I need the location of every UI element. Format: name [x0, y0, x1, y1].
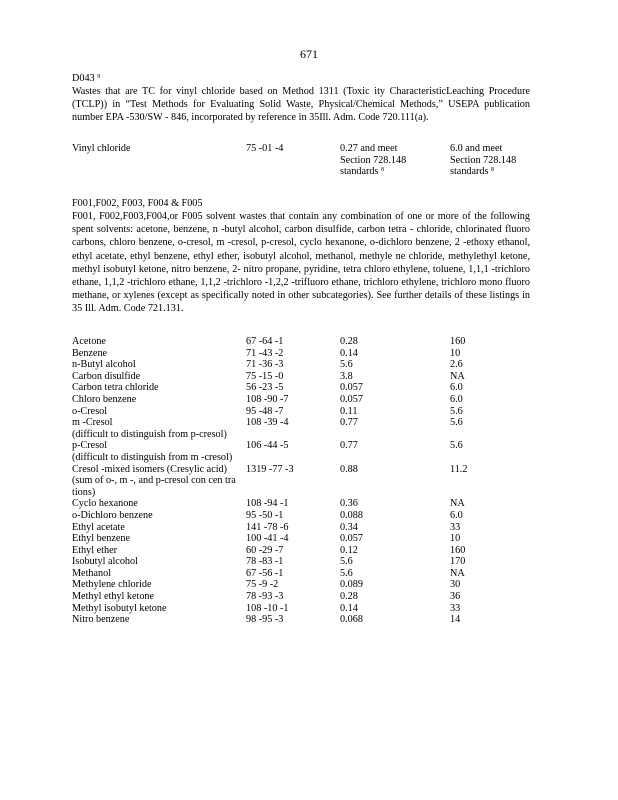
constituent-name: Methyl ethyl ketone — [72, 591, 155, 603]
wastewater-standard: 0.057 — [340, 533, 363, 545]
cas-number: 67 -64 -1 — [246, 336, 284, 347]
cas-number: 98 -95 -3 — [246, 614, 284, 626]
table-row — [72, 533, 530, 545]
nonwastewater-standard: 6.0 — [450, 509, 463, 521]
constituent-name: Methanol — [72, 567, 112, 579]
waste-codes-f001-f005: F001,F002, F003, F004 & F005 — [72, 198, 203, 209]
constituent-name: Carbon disulfide — [72, 370, 141, 382]
wastewater-standard: 0.88 — [340, 463, 358, 475]
constituent-name: n-Butyl alcohol — [72, 359, 136, 371]
wastewater-standard: 0.057 — [340, 393, 363, 405]
constituent-name: p-Cresol — [72, 440, 108, 452]
constituent-name: Cyclo hexanone — [72, 498, 138, 510]
wastewater-standard: 0.14 — [340, 347, 358, 359]
cas-number: 108 -94 -1 — [246, 498, 289, 510]
cas-number — [246, 429, 340, 441]
wastewater-standard — [340, 452, 450, 464]
nww-line — [450, 166, 530, 178]
nww-line: Section 728.148 — [450, 154, 517, 166]
table-row — [72, 394, 530, 406]
ww-line: Section 728.148 — [340, 154, 407, 166]
wastewater-standard: 0.068 — [340, 614, 363, 626]
table-row — [72, 614, 530, 626]
nonwastewater-standard: 14 — [450, 614, 461, 626]
table-row — [72, 603, 530, 615]
wastewater-standard: 5.6 — [340, 567, 353, 579]
table-row — [72, 591, 530, 603]
constituent-name: Ethyl acetate — [72, 521, 125, 533]
cas-number — [246, 475, 340, 498]
table-row — [72, 545, 530, 557]
nonwastewater-standard: 170 — [450, 556, 466, 568]
constituent-name: (difficult to distinguish from p-cresol) — [72, 428, 227, 440]
constituent-name: Vinyl chloride — [72, 143, 131, 154]
d043-table — [72, 143, 530, 178]
wastewater-standard: 0.34 — [340, 521, 358, 533]
nonwastewater-standard — [450, 429, 530, 441]
cas-number: 95 -50 -1 — [246, 509, 284, 521]
wastewater-standard: 5.6 — [340, 359, 353, 371]
table-row — [72, 382, 530, 394]
cas-number: 75 -15 -0 — [246, 370, 284, 382]
nonwastewater-standard: 5.6 — [450, 405, 463, 417]
wastewater-standard: 5.6 — [340, 556, 353, 568]
constituent-name: Cresol -mixed isomers (Cresylic acid) — [72, 463, 228, 475]
constituent-name: Methylene chloride — [72, 579, 152, 591]
constituent-name: Methyl isobutyl ketone — [72, 602, 167, 614]
constituent-name: Acetone — [72, 336, 106, 347]
nonwastewater-standard: 2.6 — [450, 359, 463, 371]
constituent-name: Carbon tetra chloride — [72, 382, 159, 394]
cas-number: 108 -10 -1 — [246, 602, 289, 614]
table-row — [72, 371, 530, 383]
f001-table — [72, 336, 530, 626]
wastewater-standard — [340, 429, 450, 441]
nonwastewater-standard: 30 — [450, 579, 461, 591]
cas-number: 71 -36 -3 — [246, 359, 284, 371]
wastewater-standard: 0.28 — [340, 591, 358, 603]
table-row — [72, 522, 530, 534]
f001-description: F001, F002,F003,F004,or F005 solvent wastes that contain any combination of one or more of the following spent solvents: acetone, benzene, n -butyl alcohol, carbon disulfide, carbon tetra - chloride, chlorinated fluoro carbons, chloro benzene, o-cresol, m -cresol, p-cresol, cyclo hexanone, o-dichloro benzene, 2 -ethoxy ethanol, ethyl acetate, ethyl benzene, ethyl ether, isobutyl alcohol, methanol, methyle ne chloride, methylethyl ketone, methyl isobutyl ketone, nitro benzene, 2- nitro propane, pyridine, tetra chloro ethylene, toluene, 1,1,1 -trichloro ethane, 1,1,2 -trichloro ethane, 1,1,2 -trichloro -1,2,2 -trifluoro ethane, trichloro ethylene, trichloro mono fluoro methane, or xylenes (except as specifically noted in other subcategories). See further details of these listings in 35 Ill. Adm. Code 721.131. — [72, 211, 530, 315]
constituent-name: o-Dichloro benzene — [72, 509, 153, 521]
table-row — [72, 464, 530, 476]
cas-number — [246, 452, 340, 464]
waste-code-d043 — [72, 72, 100, 85]
cas-number: 78 -83 -1 — [246, 556, 284, 568]
table-row — [72, 417, 530, 429]
nonwastewater-standard: NA — [450, 370, 465, 382]
nonwastewater-standard: NA — [450, 498, 465, 510]
table-row — [72, 348, 530, 360]
wastewater-standard: 3.8 — [340, 370, 353, 382]
cas-number: 56 -23 -5 — [246, 382, 284, 394]
table-row — [72, 359, 530, 371]
wastewater-standard: 0.088 — [340, 509, 363, 521]
wastewater-standard: 0.77 — [340, 440, 358, 452]
cas-number: 108 -39 -4 — [246, 417, 289, 429]
cas-number: 106 -44 -5 — [246, 440, 289, 452]
table-row — [72, 440, 530, 452]
cas-number: 78 -93 -3 — [246, 591, 284, 603]
cas-number: 67 -56 -1 — [246, 567, 284, 579]
wastewater-standard: 0.089 — [340, 579, 363, 591]
cas-number: 71 -43 -2 — [246, 347, 284, 359]
nonwastewater-standard: 36 — [450, 591, 461, 603]
constituent-name: Chloro benzene — [72, 393, 137, 405]
cas-number: 100 -41 -4 — [246, 533, 289, 545]
wastewater-standard: 0.12 — [340, 544, 358, 556]
table-row — [72, 406, 530, 418]
ww-line — [340, 166, 450, 178]
table-row — [72, 143, 530, 178]
table-row — [72, 452, 530, 464]
nonwastewater-standard: 10 — [450, 533, 461, 545]
ww-line: 0.27 and meet — [340, 143, 398, 154]
nonwastewater-standard: 33 — [450, 521, 461, 533]
constituent-name: o-Cresol — [72, 405, 108, 417]
waste-code-label: D043 — [72, 73, 95, 84]
nonwastewater-standard: 11.2 — [450, 463, 468, 475]
footnote-ref: 8 — [491, 167, 495, 174]
nonwastewater-standard — [450, 143, 530, 178]
d043-description: Wastes that are TC for vinyl chloride based on Method 1311 (Toxic ity CharacteristicLeaching Procedure (TCLP)) in “Test Methods for Evaluating Solid Waste, Physical/Chemical Methods,” USEPA publication number EPA -530/SW - 846, incorporated by reference in 35Ill. Adm. Code 720.111(a). — [72, 86, 530, 124]
cas-number: 1319 -77 -3 — [246, 463, 294, 475]
table-row — [72, 429, 530, 441]
constituent-name: Ethyl benzene — [72, 533, 130, 545]
table-row — [72, 336, 530, 348]
footnote-ref: 8 — [381, 167, 385, 174]
constituent-name: (sum of o-, m -, and p-cresol con cen tra tions) — [72, 475, 236, 498]
nww-text: standards — [450, 166, 489, 178]
nonwastewater-standard: 33 — [450, 602, 461, 614]
wastewater-standard: 0.11 — [340, 405, 358, 417]
wastewater-standard: 0.057 — [340, 382, 363, 394]
constituent-name: Isobutyl alcohol — [72, 556, 138, 568]
constituent-name: (difficult to distinguish from m -cresol) — [72, 451, 233, 463]
constituent-name: m -Cresol — [72, 417, 113, 429]
ww-text: standards — [340, 166, 379, 178]
nonwastewater-standard: 160 — [450, 336, 466, 347]
constituent-name: Ethyl ether — [72, 544, 117, 556]
wastewater-standard: 0.28 — [340, 336, 358, 347]
nonwastewater-standard: 160 — [450, 544, 466, 556]
constituent-name: Benzene — [72, 347, 108, 359]
cas-number: 75 -01 -4 — [246, 143, 284, 154]
nonwastewater-standard: 6.0 — [450, 382, 463, 394]
wastewater-standard: 0.36 — [340, 498, 358, 510]
cas-number: 75 -9 -2 — [246, 579, 279, 591]
table-row — [72, 510, 530, 522]
nonwastewater-standard: 5.6 — [450, 417, 463, 429]
constituent-name: Nitro benzene — [72, 614, 130, 626]
nonwastewater-standard — [450, 452, 530, 464]
wastewater-standard: 0.77 — [340, 417, 358, 429]
nonwastewater-standard — [450, 475, 530, 498]
footnote-ref: 9 — [97, 74, 101, 80]
cas-number: 95 -48 -7 — [246, 405, 284, 417]
nonwastewater-standard: 10 — [450, 347, 461, 359]
wastewater-standard — [340, 143, 450, 178]
nonwastewater-standard: 6.0 — [450, 393, 463, 405]
table-row — [72, 568, 530, 580]
nww-line: 6.0 and meet — [450, 143, 503, 154]
cas-number: 108 -90 -7 — [246, 393, 289, 405]
table-row — [72, 579, 530, 591]
cas-number: 141 -78 -6 — [246, 521, 289, 533]
page-number: 671 — [300, 47, 318, 61]
table-row — [72, 475, 530, 498]
table-row — [72, 556, 530, 568]
nonwastewater-standard: 5.6 — [450, 440, 463, 452]
nonwastewater-standard: NA — [450, 567, 465, 579]
cas-number: 60 -29 -7 — [246, 544, 284, 556]
wastewater-standard — [340, 475, 450, 498]
table-row — [72, 498, 530, 510]
wastewater-standard: 0.14 — [340, 602, 358, 614]
